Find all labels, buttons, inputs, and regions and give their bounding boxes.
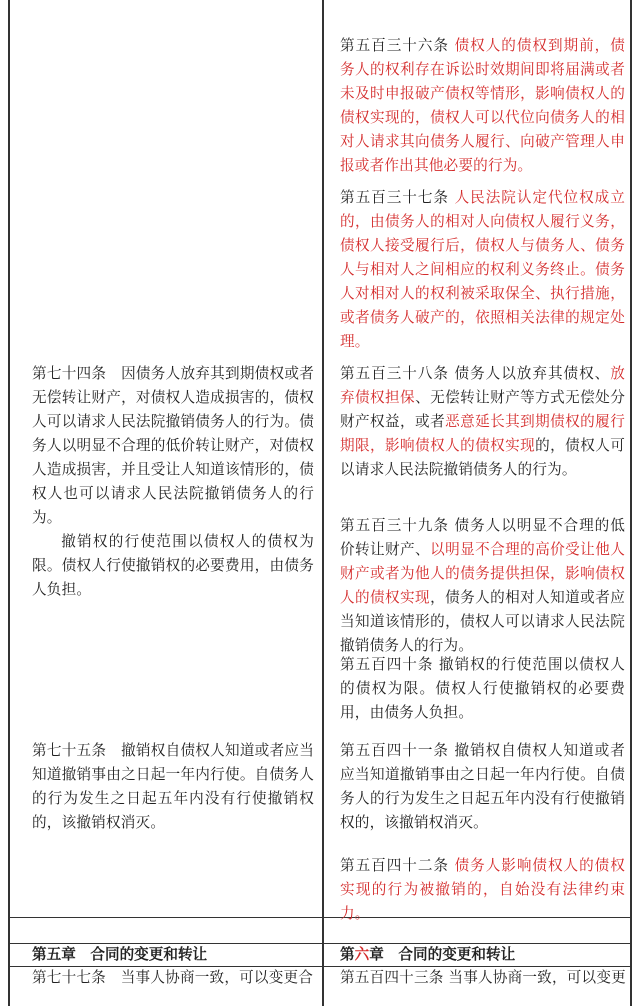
article-538-text-a: 第五百三十八条 债务人以放弃其债权、 — [340, 365, 611, 382]
article-543 — [340, 966, 625, 990]
article-74-para2: 撤销权的行使范围以债权人的债权为限。债权人行使撤销权的必要费用，由债务人负担。 — [32, 533, 314, 598]
article-539-text-a: 第五百三十九条 债务人以明显不合理的低价转让财产、 — [340, 517, 625, 558]
article-74-text: 第七十四条 因债务人放弃其到期债权或者无偿转让财产，对债权人造成损害的，债权人可以请求人民法院撤销债务人的行为。债务人以明显不合理的低价转让财产，对债权人造成损害，并且受让人知道该情形的，债权人也可以请求人民法院撤销债务人的行为。 — [32, 365, 314, 526]
article-75 — [32, 739, 314, 835]
article-542-heading: 第五百四十二条 — [340, 857, 455, 874]
article-538-text-b: 、无偿转让财产等方式无偿处分财产权益，或者 — [340, 389, 625, 430]
chapter-title-right — [340, 943, 515, 967]
column-divider — [322, 0, 324, 1006]
article-536 — [340, 34, 625, 178]
article-542-text: 债务人影响债权人的债权实现的行为被撤销的，自始没有法律约束力。 — [340, 857, 625, 922]
article-537 — [340, 186, 625, 354]
article-539-text-b: ，债务人的相对人知道或者应当知道该情形的，债权人可以请求人民法院撤销债务人的行为。 — [340, 589, 626, 654]
article-539 — [340, 514, 625, 658]
article-536-text: 债权人的债权到期前，债务人的权利存在诉讼时效期间即将届满或者未及时申报破产债权等情形，影响债权人的债权实现的，债权人可以代位向债务人的相对人请求其向债务人履行、向破产管理人申报或者作出其他必要的行为。 — [340, 37, 625, 174]
article-537-heading: 第五百三十七条 — [340, 189, 455, 206]
article-75-text: 第七十五条 撤销权自债权人知道或者应当知道撤销事由之日起一年内行使。自债务人的行为发生之日起五年内没有行使撤销权的，该撤销权消灭。 — [32, 742, 314, 831]
article-538-red-2: 恶意延长其到期债权的履行期限，影响债权人的债权实现 — [340, 413, 625, 454]
article-539-red: 以明显不合理的高价受让他人财产或者为他人的债务提供担保，影响债权人的债权实现 — [340, 541, 626, 606]
article-74 — [32, 362, 314, 602]
article-541-text: 第五百四十一条 撤销权自债权人知道或者应当知道撤销事由之日起一年内行使。自债务人的行为发生之日起五年内没有行使撤销权的，该撤销权消灭。 — [340, 742, 625, 831]
article-77 — [32, 966, 314, 990]
chapter-suffix: 章 合同的变更和转让 — [369, 946, 516, 963]
article-541 — [340, 739, 625, 835]
article-538 — [340, 362, 625, 482]
chapter-title-left: 第五章 合同的变更和转让 — [32, 946, 208, 963]
comparison-table — [8, 0, 632, 1006]
article-538-text-c: 的，债权人可以请求人民法院撤销债务人的行为。 — [340, 437, 626, 478]
article-536-heading: 第五百三十六条 — [340, 37, 455, 54]
article-543-text: 第五百四十三条 当事人协商一致，可以变更 — [340, 969, 626, 986]
chapter-prefix: 第 — [340, 946, 355, 963]
article-542 — [340, 854, 625, 926]
article-77-text: 第七十七条 当事人协商一致，可以变更合 — [32, 969, 314, 986]
chapter-number-changed: 六 — [354, 946, 370, 963]
article-540 — [340, 653, 625, 725]
article-537-text: 人民法院认定代位权成立的，由债务人的相对人向债权人履行义务，债权人接受履行后，债权人与债务人、债务人与相对人之间相应的权利义务终止。债务人对相对人的权利被采取保全、执行措施，或者债务人破产的，依照相关法律的规定处理。 — [340, 189, 625, 350]
article-540-text: 第五百四十条 撤销权的行使范围以债权人的债权为限。债权人行使撤销权的必要费用，由债务人负担。 — [340, 656, 625, 721]
article-538-red-1: 放弃债权担保 — [340, 365, 625, 406]
